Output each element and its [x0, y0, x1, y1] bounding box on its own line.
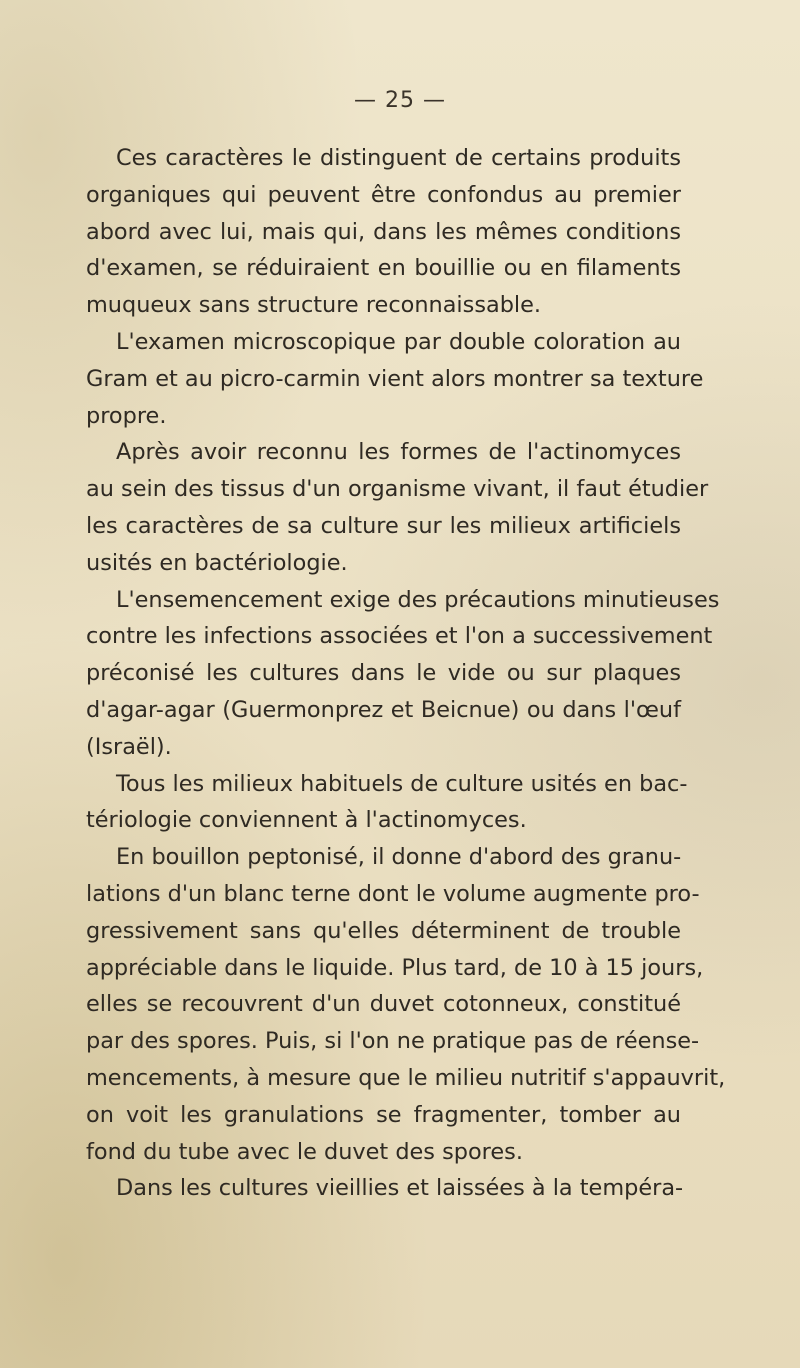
text-line: L'examen microscopique par double coloration au — [116, 328, 681, 355]
text-line: contre les infections associées et l'on a successivement — [86, 623, 713, 650]
text-line: abord avec lui, mais qui, dans les mêmes conditions — [86, 218, 681, 245]
text-line: d'agar-agar (Guermonprez et Beicnue) ou dans l'œuf — [86, 696, 681, 723]
text-line: d'examen, se réduiraient en bouillie ou en filaments — [86, 255, 681, 282]
text-line: Tous les milieux habituels de culture usités en bac- — [116, 770, 688, 797]
text-line: au sein des tissus d'un organisme vivant, il faut étudier — [86, 476, 709, 503]
paragraph — [86, 1170, 684, 1207]
text-line: (Israël). — [86, 733, 172, 760]
text-line: par des spores. Puis, si l'on ne pratique pas de réense- — [86, 1028, 700, 1055]
text-line: L'ensemencement exige des précautions minutieuses — [116, 586, 720, 613]
paragraph — [86, 582, 720, 766]
text-line: Ces caractères le distinguent de certains produits — [116, 145, 681, 171]
page-number: — 25 — — [354, 88, 446, 113]
text-line: les caractères de sa culture sur les milieux artificiels — [86, 512, 681, 539]
text-line: organiques qui peuvent être confondus au premier — [86, 181, 681, 208]
text-line: En bouillon peptonisé, il donne d'abord des granu- — [116, 844, 682, 871]
text-line: appréciable dans le liquide. Plus tard, de 10 à 15 jours, — [86, 954, 704, 981]
paragraph — [86, 324, 704, 434]
paragraph — [86, 766, 688, 840]
text-line: fond du tube avec le duvet des spores. — [86, 1138, 523, 1165]
text-line: usités en bactériologie. — [86, 549, 348, 576]
text-line: lations d'un blanc terne dont le volume augmente pro- — [86, 880, 700, 907]
text-line: propre. — [86, 402, 167, 429]
paragraph — [86, 434, 709, 581]
text-line: gressivement sans qu'elles déterminent de trouble — [86, 917, 681, 944]
text-line: Dans les cultures vieillies et laissées à la tempéra- — [116, 1175, 684, 1202]
paragraph — [86, 140, 681, 324]
text-line: préconisé les cultures dans le vide ou sur plaques — [86, 660, 681, 687]
text-line: on voit les granulations se fragmenter, tomber au — [86, 1101, 681, 1128]
text-line: Après avoir reconnu les formes de l'actinomyces — [116, 439, 681, 466]
text-line: muqueux sans structure reconnaissable. — [86, 292, 542, 319]
paragraph — [86, 839, 726, 1170]
text-line: elles se recouvrent d'un duvet cotonneux, constitué — [86, 991, 681, 1018]
text-line: Gram et au picro-carmin vient alors montrer sa texture — [86, 365, 704, 392]
body-text — [86, 140, 726, 1207]
text-line: mencements, à mesure que le milieu nutritif s'appauvrit, — [86, 1064, 726, 1091]
text-line: tériologie conviennent à l'actinomyces. — [86, 807, 527, 834]
